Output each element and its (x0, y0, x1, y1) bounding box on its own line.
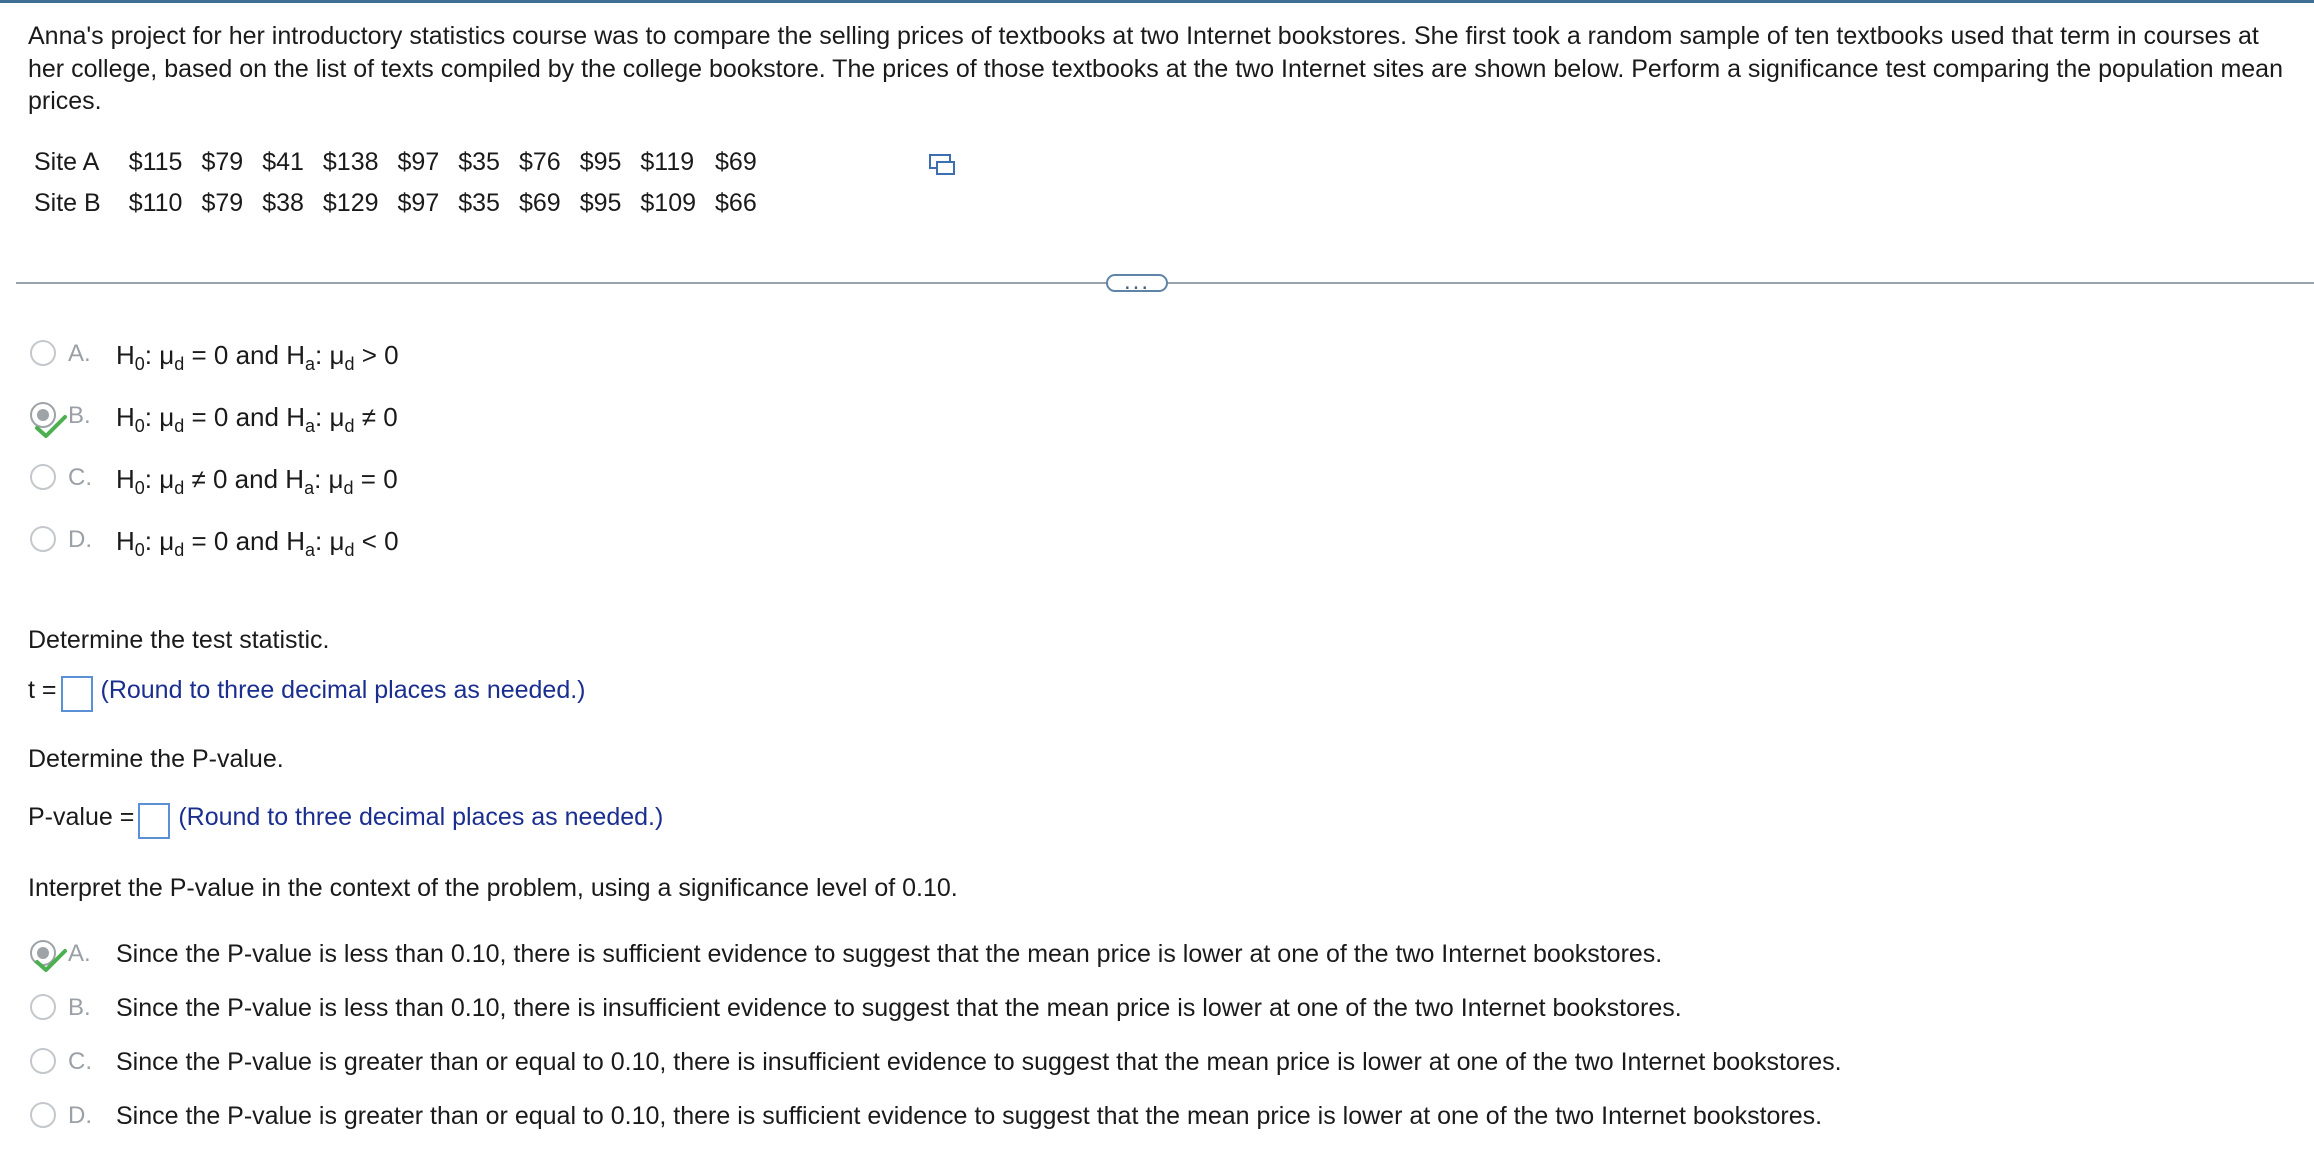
checkmark-icon (34, 414, 68, 440)
price-cell: $129 (322, 189, 379, 217)
t-label: t = (28, 676, 57, 704)
more-options-button[interactable] (1106, 268, 1168, 295)
price-cell: $66 (715, 189, 757, 217)
hypothesis-text: $H_0$: $\mu_d \ne 0$ and $H_a$: $\mu_d = 0$ (116, 464, 398, 498)
price-cell: $79 (201, 189, 244, 217)
option-letter: B. (68, 402, 91, 429)
price-cell: $95 (579, 189, 622, 217)
price-cell: $95 (579, 148, 622, 176)
price-cell: $69 (715, 148, 757, 176)
p-value-row (28, 803, 663, 839)
option-letter: A. (68, 940, 91, 967)
radio-button[interactable] (30, 464, 56, 490)
price-cell: $97 (397, 148, 440, 176)
price-cell: $35 (458, 189, 500, 217)
hypothesis-text: $H_0$: $\mu_d = 0$ and $H_a$: $\mu_d < 0$ (116, 526, 399, 560)
price-cell: $115 (128, 148, 183, 176)
p-value-question: Determine the P-value. (28, 745, 284, 773)
price-cell: $35 (458, 148, 500, 176)
price-cell: $38 (262, 189, 304, 217)
test-statistic-row (28, 676, 586, 712)
option-letter: D. (68, 1102, 92, 1129)
ellipsis-icon: ... (1123, 268, 1150, 295)
row-label: Site A (34, 148, 100, 176)
price-cell: $41 (262, 148, 304, 176)
test-statistic-question: Determine the test statistic. (28, 626, 330, 654)
price-cell: $69 (518, 189, 561, 217)
option-text: Since the P-value is greater than or equal to 0.10, there is insufficient evidence to suggest that the mean price is lower at one of the two Internet bookstores. (116, 1048, 1842, 1076)
p-value-label: P-value = (28, 803, 135, 831)
radio-button[interactable] (30, 1048, 56, 1074)
price-row-site-a (26, 142, 768, 183)
interpretation-question: Interpret the P-value in the context of the problem, using a significance level of 0.10. (28, 874, 958, 902)
radio-button[interactable] (30, 1102, 56, 1128)
checkmark-icon (34, 948, 68, 974)
rounding-hint: (Round to three decimal places as needed.) (100, 676, 586, 704)
price-cell: $109 (640, 189, 697, 217)
hypothesis-text: $H_0$: $\mu_d = 0$ and $H_a$: $\mu_d \ne 0$ (116, 402, 398, 436)
option-letter: C. (68, 1048, 92, 1075)
price-cell: $76 (518, 148, 561, 176)
price-cell: $97 (397, 189, 440, 217)
hypothesis-text: $H_0$: $\mu_d = 0$ and $H_a$: $\mu_d > 0$ (116, 340, 399, 374)
option-letter: D. (68, 526, 92, 553)
price-row-site-b (26, 183, 768, 224)
copy-data-icon[interactable] (928, 152, 958, 178)
option-text: Since the P-value is less than 0.10, there is sufficient evidence to suggest that the mean price is lower at one of the two Internet bookstores. (116, 940, 1663, 968)
option-text: Since the P-value is greater than or equal to 0.10, there is sufficient evidence to suggest that the mean price is lower at one of the two Internet bookstores. (116, 1102, 1823, 1130)
radio-button[interactable] (30, 340, 56, 366)
radio-button[interactable] (30, 526, 56, 552)
problem-statement: Anna's project for her introductory statistics course was to compare the selling prices of textbooks at two Internet bookstores. She first took a random sample of ten textbooks used that term in courses at her college, based on the list of texts compiled by the college bookstore. The prices of those textbooks at the two Internet sites are shown below. Perform a significance test comparing the population mean prices. (28, 22, 2283, 115)
option-letter: C. (68, 464, 92, 491)
option-letter: A. (68, 340, 91, 367)
price-cell: $119 (640, 148, 695, 176)
price-cell: $110 (128, 189, 183, 217)
option-letter: B. (68, 994, 91, 1021)
t-value-input[interactable] (61, 676, 93, 712)
price-cell: $79 (201, 148, 244, 176)
radio-button[interactable] (30, 994, 56, 1020)
rounding-hint: (Round to three decimal places as needed.) (178, 803, 664, 831)
price-cell: $138 (322, 148, 379, 176)
top-accent-line (0, 0, 2314, 3)
price-table (26, 142, 768, 224)
p-value-input[interactable] (138, 803, 170, 839)
row-label: Site B (34, 189, 101, 217)
option-text: Since the P-value is less than 0.10, there is insufficient evidence to suggest that the mean price is lower at one of the two Internet bookstores. (116, 994, 1682, 1022)
